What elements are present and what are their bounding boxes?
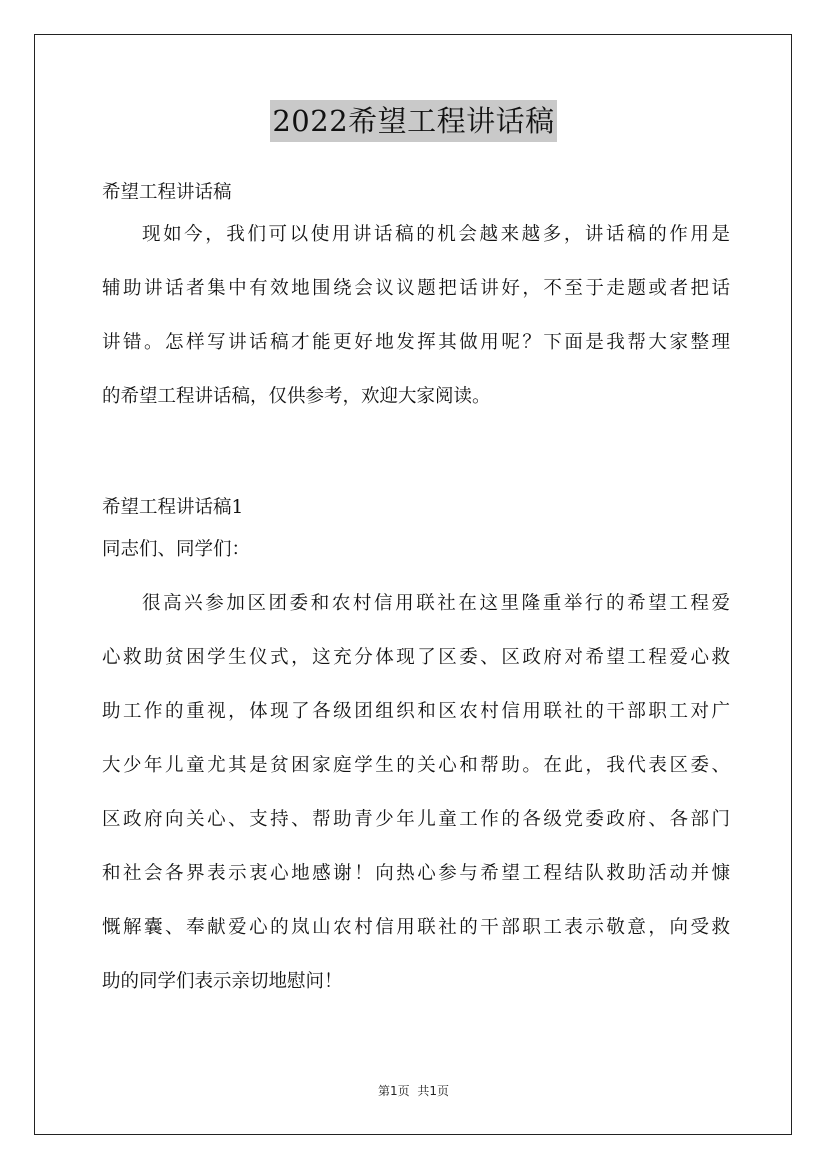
title-wrap: [0, 100, 827, 142]
body-line-1: 很高兴参加区团委和农村信用联社在这里隆重举行的希望工程爱: [142, 593, 730, 614]
section-heading: 希望工程讲话稿1: [102, 497, 244, 518]
document-body: [102, 173, 730, 1015]
body-line-5: 区政府向关心、支持、帮助青少年儿童工作的各级党委政府、各部门: [102, 809, 730, 830]
intro-line-3: 讲错。怎样写讲话稿才能更好地发挥其做用呢？下面是我帮大家整理: [102, 332, 730, 353]
intro-line-1: 现如今，我们可以使用讲话稿的机会越来越多，讲话稿的作用是: [142, 224, 730, 245]
page-footer: [0, 1082, 827, 1099]
body-line-3: 助工作的重视，体现了各级团组织和区农村信用联社的干部职工对广: [102, 701, 730, 722]
body-line-7: 慨解囊、奉献爱心的岚山农村信用联社的干部职工表示敬意，向受救: [102, 917, 730, 938]
document-subtitle: 希望工程讲话稿: [102, 182, 232, 203]
body-line-6: 和社会各界表示衷心地感谢！向热心参与希望工程结队救助活动并慷: [102, 863, 730, 884]
body-line-2: 心救助贫困学生仪式，这充分体现了区委、区政府对希望工程爱心救: [102, 647, 730, 668]
greeting: 同志们、同学们：: [102, 539, 251, 560]
body-line-4: 大少年儿童尤其是贫困家庭学生的关心和帮助。在此，我代表区委、: [102, 755, 730, 776]
page-total: 共1页: [417, 1084, 450, 1098]
intro-line-2: 辅助讲话者集中有效地围绕会议议题把话讲好，不至于走题或者把话: [102, 278, 730, 299]
page-number: 第1页: [377, 1084, 410, 1098]
paragraph-gap: [102, 430, 730, 488]
body-line-8: 助的同学们表示亲切地慰问！: [102, 971, 343, 992]
intro-line-4: 的希望工程讲话稿，仅供参考，欢迎大家阅读。: [102, 386, 491, 407]
document-title: 2022希望工程讲话稿: [270, 100, 556, 142]
